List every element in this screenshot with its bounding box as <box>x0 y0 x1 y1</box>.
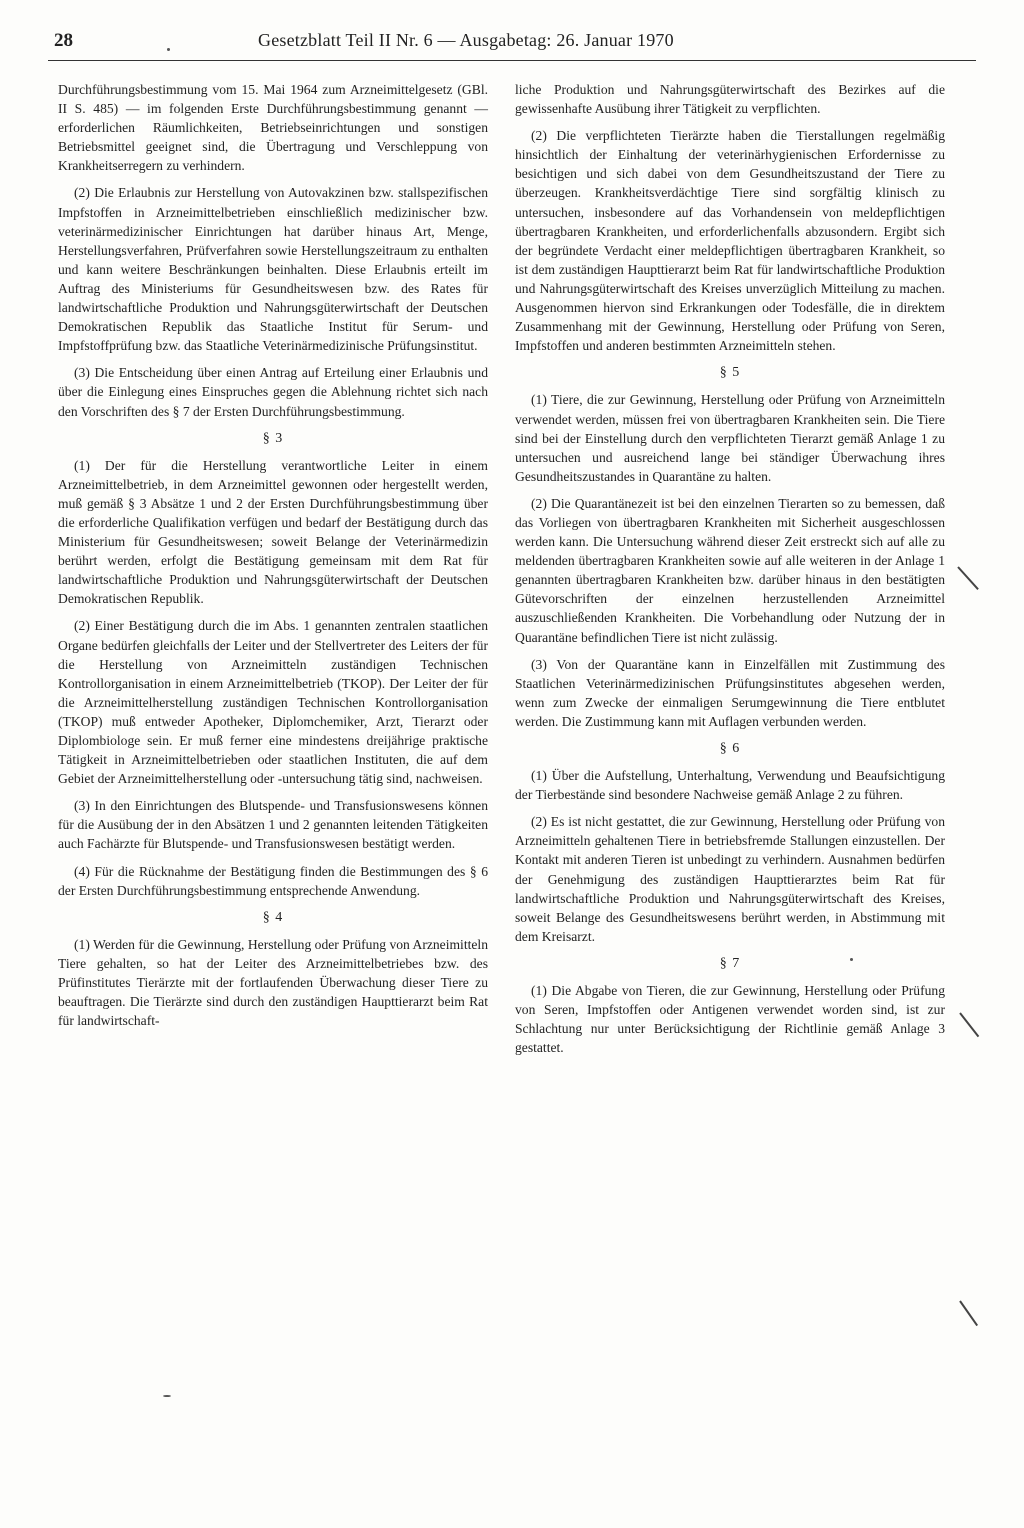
gazette-title: Gesetzblatt Teil II Nr. 6 — Ausgabetag: 26. Januar 1970 <box>258 30 674 50</box>
paragraph: (4) Für die Rücknahme der Bestätigung finden die Bestimmungen des § 6 der Ersten Durchführungsbestimmung entsprechende Anwendung. <box>58 863 488 898</box>
section-heading: § 6 <box>719 741 741 756</box>
paragraph: (1) Der für die Herstellung verantwortliche Leiter in einem Arzneimittelbetrieb, in dem Arzneimittel gewonnen oder hergestellt werden, muß gemäß § 3 Absätze 1 und 2 der Ersten Durchführungsbestimmung über die erforderliche Qualifikation verfügen und bedarf der Bestätigung durch das Ministerium für Gesundheitswesen; soweit Belange der Veterinärmedizin berührt werden, erfolgt die Bestätigung gemeinsam mit dem Rat für landwirtschaftliche Produktion und Nahrungsgüterwirtschaft der Deutschen Demokratischen Republik. <box>58 457 488 607</box>
paragraph: (2) Die Quarantänezeit ist bei den einzelnen Tierarten so zu bemessen, daß das Vorliegen von übertragbaren Krankheiten mit Sicherheit ausgeschlossen werden kann. Die Untersuchung während dieser Zeit erstreckt sich auf alle zu meldenden übertragbaren Krankheiten sowie auf alle weiteren in der Anlage 1 genannten übertragbaren Krankheiten bzw. darüber hinaus in den bestätigten Gütevorschriften der einzelnen herzustellenden Arzneimittel auszuschließenden Krankheiten. Die Vorbehandlung oder Nutzung der in Quarantäne befindlichen Tiere ist nicht zulässig. <box>515 495 945 645</box>
right-column <box>515 80 945 1065</box>
section-heading: § 5 <box>719 365 741 381</box>
paragraph: (2) Die verpflichteten Tierärzte haben die Tierstallungen regelmäßig hinsichtlich der Einhaltung der veterinärhygienischen Erfordernisse zu besichtigen und sich dabei von dem Gesundheitszustand der Tiere zu überzeugen. Krankheitsverdächtige Tiere sind sorgfältig klinisch zu untersuchen, insbesondere auf das Vorhandensein von meldepflichtigen übertragbaren Krankheiten, und erforderlichenfalls abzusondern. Ergibt sich der begründete Verdacht einer meldepflichtigen übertragbaren Krankheit, so ist dem zuständigen Haupttierarzt beim Rat für landwirtschaftliche Produktion und Nahrungsgüterwirtschaft des Kreises unverzüglich Mitteilung zu machen. Ausgenommen hiervon sind Erkrankungen oder Todesfälle, die in direktem Zusammenhang mit der Gewinnung, Herstellung oder Prüfung von Seren, Impfstoffen und anderen bestimmten Arzneimitteln stehen. <box>515 128 945 354</box>
paragraph: (3) Die Entscheidung über einen Antrag auf Erteilung einer Erlaubnis und über die Einlegung eines Einspruches gegen die Ablehnung richtet sich nach den Vorschriften des § 7 der Ersten Durchführungsbestimmung. <box>58 365 488 419</box>
section-heading: § 4 <box>262 909 284 925</box>
page-number: 28 <box>54 30 73 51</box>
paragraph: (3) In den Einrichtungen des Blutspende- und Transfusionswesens können für die Ausübung der in den Absätzen 1 und 2 genannten leitenden Tätigkeiten auch Fachärzte für Blutspende- und Transfusionswesen bestätigt werden. <box>58 798 488 852</box>
section-heading: § 7 <box>719 955 741 971</box>
paragraph: liche Produktion und Nahrungsgüterwirtschaft des Bezirkes auf die gewissenhafte Ausübung ihrer Tätigkeit zu verpflichten. <box>515 82 945 117</box>
paragraph: Durchführungsbestimmung vom 15. Mai 1964 zum Arzneimittelgesetz (GBl. II S. 485) — im folgenden Erste Durchführungsbestimmung genannt — erforderlichen Räumlichkeiten, Betriebseinrichtungen und sonstigen Betriebsmittel geeignet sind, die Übertragung und Verschleppung von Krankheitserregern zu verhindern. <box>58 82 488 174</box>
print-speck <box>167 48 170 51</box>
paragraph: (1) Die Abgabe von Tieren, die zur Gewinnung, Herstellung oder Prüfung von Seren, Impfstoffen oder Antigenen verwendet worden sind, ist zur Schlachtung nur unter Berücksichtigung der Richtlinie gemäß Anlage 3 gestattet. <box>515 983 945 1056</box>
paragraph: (1) Über die Aufstellung, Unterhaltung, Verwendung und Beaufsichtigung der Tierbestände sind besondere Nachweise gemäß Anlage 2 zu führen. <box>515 768 945 803</box>
margin-mark <box>959 1012 979 1037</box>
paragraph: (2) Einer Bestätigung durch die im Abs. 1 genannten zentralen staatlichen Organe bedürfen gleichfalls der Leiter und der Stellvertreter des Leiters der für die Herstellung von Arzneimitteln zuständigen Technischen Kontrollorganisation in einem Arzneimittelbetrieb (TKOP). Der Leiter der für die Arzneimittelherstellung zuständigen Technischen Kontrollorganisation (TKOP) muß entweder Apotheker, Diplomchemiker, Arzt, Tierarzt oder Diplombiologe sein. Er muß ferner eine mindestens dreijährige praktische Tätigkeit in Arzneimittelbetrieben oder staatlichen Instituten, die auf dem Gebiet der Arzneimittelherstellung oder -untersuchung tätig sind, nachweisen. <box>58 618 488 787</box>
margin-mark <box>957 566 979 590</box>
paragraph: (2) Die Erlaubnis zur Herstellung von Autovakzinen bzw. stallspezifischen Impfstoffen in Arzneimittelbetrieben einschließlich medizinischer bzw. veterinärmedizinischer Einrichtungen hat darüber hinaus Art, Menge, Herstellungsverfahren, Prüfverfahren sowie Herstellungszeitraum zu enthalten und kann weitere Beschränkungen beinhalten. Diese Erlaubnis erteilt im Auftrag des Ministeriums für Gesundheitswesen bzw. des Rates für landwirtschaftliche Produktion und Nahrungsgüterwirtschaft der Deutschen Demokratischen Republik das Staatliche Institut für Serum- und Impfstoffprüfung bzw. das Staatliche Veterinärmedizinische Prüfungsinstitut. <box>58 185 488 354</box>
left-column <box>58 80 488 1038</box>
margin-mark <box>959 1300 978 1326</box>
paragraph: (1) Tiere, die zur Gewinnung, Herstellung oder Prüfung von Arzneimitteln verwendet werden, müssen frei von übertragbaren Krankheiten sein. Die Tiere sind bei der Einstellung durch den verpflichteten Tierarzt gemäß Anlage 1 zu untersuchen und ausreichend lange bei ständiger Überwachung ihres Gesundheitszustandes in Quarantäne zu halten. <box>515 392 945 484</box>
paragraph: (3) Von der Quarantäne kann in Einzelfällen mit Zustimmung des Staatlichen Veterinärmedizinischen Prüfungsinstitutes abgesehen werden, wenn zum Zwecke der einmaligen Serumgewinnung die Tiere entblutet werden. Die Zustimmung kann mit Auflagen verbunden werden. <box>515 656 945 729</box>
section-heading: § 3 <box>262 430 284 446</box>
print-speck <box>163 1395 171 1397</box>
page-header <box>48 26 976 61</box>
paragraph: (1) Werden für die Gewinnung, Herstellung oder Prüfung von Arzneimitteln Tiere gehalten, so hat der Leiter des Arzneimittelbetriebes bzw. des Prüfinstitutes Tierärzte mit der fortlaufenden Überwachung dieser Tiere zu beauftragen. Die Tierärzte sind durch den zuständigen Haupttierarzt beim Rat für landwirtschaft- <box>58 936 488 1029</box>
paragraph: (2) Es ist nicht gestattet, die zur Gewinnung, Herstellung oder Prüfung von Arzneimitteln gehaltenen Tiere in betriebsfremde Stallungen einzustellen. Der Kontakt mit anderen Tieren ist unbedingt zu verhindern. Ausnahmen bedürfen der Genehmigung des zuständigen Haupttierarztes beim Rat für landwirtschaftliche Produktion und Nahrungsgüterwirtschaft des Kreises, soweit Belange des Gesundheitswesens berührt werden, in Abstimmung mit dem Kreisarzt. <box>515 814 945 944</box>
